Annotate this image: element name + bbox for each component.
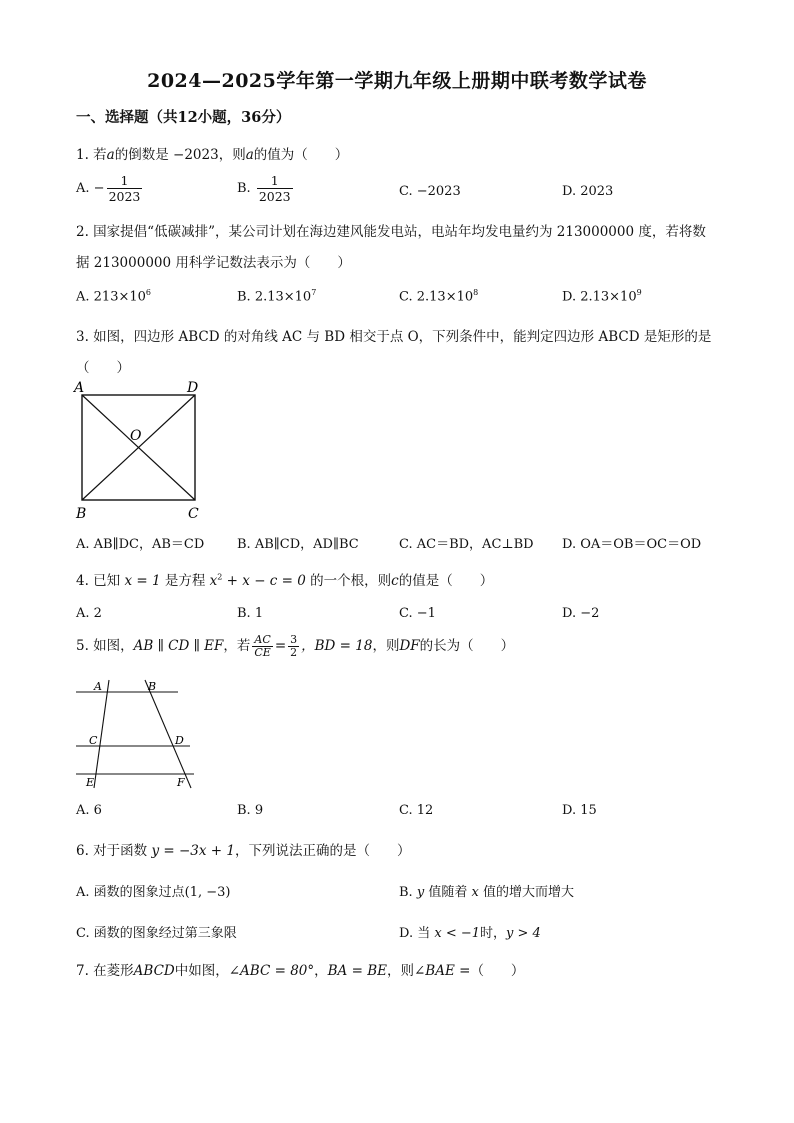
label-a: A xyxy=(74,380,85,396)
q5-text: ，若 xyxy=(223,638,251,654)
q5-parallel-lines-figure xyxy=(72,676,204,794)
option-text: A. 213×10 xyxy=(76,289,146,305)
q5-option-b: B. 9 xyxy=(237,803,264,818)
label-e: E xyxy=(86,776,95,789)
q5-df: DF xyxy=(399,638,420,654)
section-heading: 一、选择题（共12小题，36分） xyxy=(76,109,291,126)
var-x: x xyxy=(471,885,479,900)
q3-option-a: A. AB∥DC，AB＝CD xyxy=(76,537,205,552)
option-text: D. 2.13×10 xyxy=(562,289,637,305)
q6-option-b xyxy=(399,881,574,900)
q1-text: 的倒数是 xyxy=(114,147,169,163)
numerator: 1 xyxy=(107,173,143,189)
q1-option-a xyxy=(76,173,144,204)
q5-bd: ，BD = 18 xyxy=(301,638,373,654)
q2-option-a xyxy=(76,288,151,304)
q4-option-a: A. 2 xyxy=(76,606,102,621)
q6-option-a xyxy=(76,881,231,900)
q6-option-c: C. 函数的图象经过第三象限 xyxy=(76,926,237,941)
q4-text: 4. 已知 xyxy=(76,573,121,589)
q3-option-b: B. AB∥CD，AD∥BC xyxy=(237,537,359,552)
q2-option-d xyxy=(562,288,642,304)
option-text: B. 2.13×10 xyxy=(237,289,312,305)
q3-option-c: C. AC＝BD，AC⊥BD xyxy=(399,537,534,552)
label-c: C xyxy=(89,734,98,747)
q3-option-d: D. OA＝OB＝OC＝OD xyxy=(562,537,702,552)
q3-rectangle-figure xyxy=(72,378,212,524)
denominator: CE xyxy=(254,646,271,659)
exponent: 9 xyxy=(636,288,642,297)
fraction xyxy=(252,634,272,659)
question-2-line-1: 2. 国家提倡“低碳减排”，某公司计划在海边建风能发电站，电站年均发电量约为 213000000 度，若将数 xyxy=(76,224,706,240)
option-text: A. 函数的图象过点 xyxy=(76,885,185,900)
exponent: 6 xyxy=(145,288,151,297)
option-text: 值随着 xyxy=(428,885,468,900)
exponent: 8 xyxy=(473,288,479,297)
numerator: AC xyxy=(252,634,272,647)
q7-text: （ ） xyxy=(470,963,525,979)
q6-option-d xyxy=(399,922,541,941)
q4-equation: x = 1 xyxy=(124,573,161,589)
sign: − xyxy=(93,181,105,196)
q4-text: 是方程 xyxy=(164,573,206,589)
q1-var: a xyxy=(106,147,115,163)
q6-function: y = −3x + 1 xyxy=(151,843,235,859)
q5-text: ，则 xyxy=(372,638,400,654)
q1-option-d: D. 2023 xyxy=(562,184,614,199)
q5-option-d: D. 15 xyxy=(562,803,597,818)
question-4 xyxy=(76,569,493,589)
condition: x < −1 xyxy=(434,926,481,941)
label-b: B xyxy=(76,506,87,522)
fraction xyxy=(257,173,293,204)
label-b: B xyxy=(148,680,157,693)
q4-text: 的值是（ ） xyxy=(398,573,494,589)
exponent: 7 xyxy=(311,288,317,297)
equals: = xyxy=(274,638,287,654)
q6-text: ，下列说法正确的是（ ） xyxy=(235,843,411,859)
q4-option-d: D. −2 xyxy=(562,606,600,621)
q7-text: ，则 xyxy=(386,963,414,979)
question-2-line-2: 据 213000000 用科学记数法表示为（ ） xyxy=(76,255,351,271)
q1-value: −2023 xyxy=(173,147,219,163)
q4-equation: + x − c = 0 xyxy=(222,573,306,589)
q1-option-c: C. −2023 xyxy=(399,184,461,199)
fraction xyxy=(107,173,143,204)
label-f: F xyxy=(177,776,185,789)
numerator: 1 xyxy=(257,173,293,189)
question-3-line-1: 3. 如图，四边形 ABCD 的对角线 AC 与 BD 相交于点 O，下列条件中，能判定四边形 ABCD 是矩形的是 xyxy=(76,329,712,345)
numerator: 3 xyxy=(290,633,298,646)
q4-text: 的一个根，则 xyxy=(310,573,392,589)
q5-option-a: A. 6 xyxy=(76,803,102,818)
label-d: D xyxy=(187,380,199,396)
q2-option-b xyxy=(237,288,316,304)
option-text: 时， xyxy=(480,926,507,941)
label-o: O xyxy=(130,428,142,444)
q7-equation: BA = BE xyxy=(327,963,387,979)
option-label: A. xyxy=(76,181,90,196)
option-text: C. 2.13×10 xyxy=(399,289,474,305)
q6-text: 6. 对于函数 xyxy=(76,843,148,859)
option-text: D. 当 xyxy=(399,926,431,941)
q2-option-c xyxy=(399,288,478,304)
q5-parallel: AB ∥ CD ∥ EF xyxy=(133,638,224,654)
q7-text: 7. 在菱形 xyxy=(76,963,134,979)
point: (1, −3) xyxy=(184,885,231,900)
q4-equation: x xyxy=(209,573,218,589)
label-c: C xyxy=(188,506,199,522)
denominator: 2023 xyxy=(108,189,141,204)
q7-text: ， xyxy=(314,963,328,979)
label-d: D xyxy=(175,734,184,747)
q1-text: ，则 xyxy=(218,147,246,163)
q4-option-c: C. −1 xyxy=(399,606,436,621)
q1-var: a xyxy=(245,147,254,163)
q4-var: c xyxy=(391,573,399,589)
question-5 xyxy=(76,634,514,659)
result: y > 4 xyxy=(506,926,541,941)
exam-title: 2024—2025学年第一学期九年级上册期中联考数学试卷 xyxy=(147,70,647,92)
q7-ask: ∠BAE = xyxy=(413,963,471,979)
transversal-bdf xyxy=(145,680,191,788)
question-1 xyxy=(76,143,348,163)
q1-text: 1. 若 xyxy=(76,147,107,163)
q4-option-b: B. 1 xyxy=(237,606,264,621)
q7-rhombus: ABCD xyxy=(133,963,175,979)
option-text: 值的增大而增大 xyxy=(482,885,574,900)
q5-text: 5. 如图， xyxy=(76,638,134,654)
label-a: A xyxy=(94,680,102,693)
question-6 xyxy=(76,839,411,859)
exponent: 2 xyxy=(217,572,223,582)
q5-text: 的长为（ ） xyxy=(419,638,515,654)
denominator: 2023 xyxy=(258,189,291,204)
q7-text: 中如图， xyxy=(174,963,229,979)
question-3-line-2: （ ） xyxy=(76,360,130,376)
denominator: 2 xyxy=(290,646,298,659)
var-y: y xyxy=(416,885,425,900)
fraction xyxy=(288,634,299,659)
q1-option-b xyxy=(237,173,295,204)
question-7 xyxy=(76,959,524,979)
q7-angle: ∠ABC = 80° xyxy=(228,963,315,979)
option-label: B. xyxy=(237,181,251,196)
q5-option-c: C. 12 xyxy=(399,803,434,818)
option-label: B. xyxy=(399,885,413,900)
q1-text: 的值为（ ） xyxy=(253,147,349,163)
